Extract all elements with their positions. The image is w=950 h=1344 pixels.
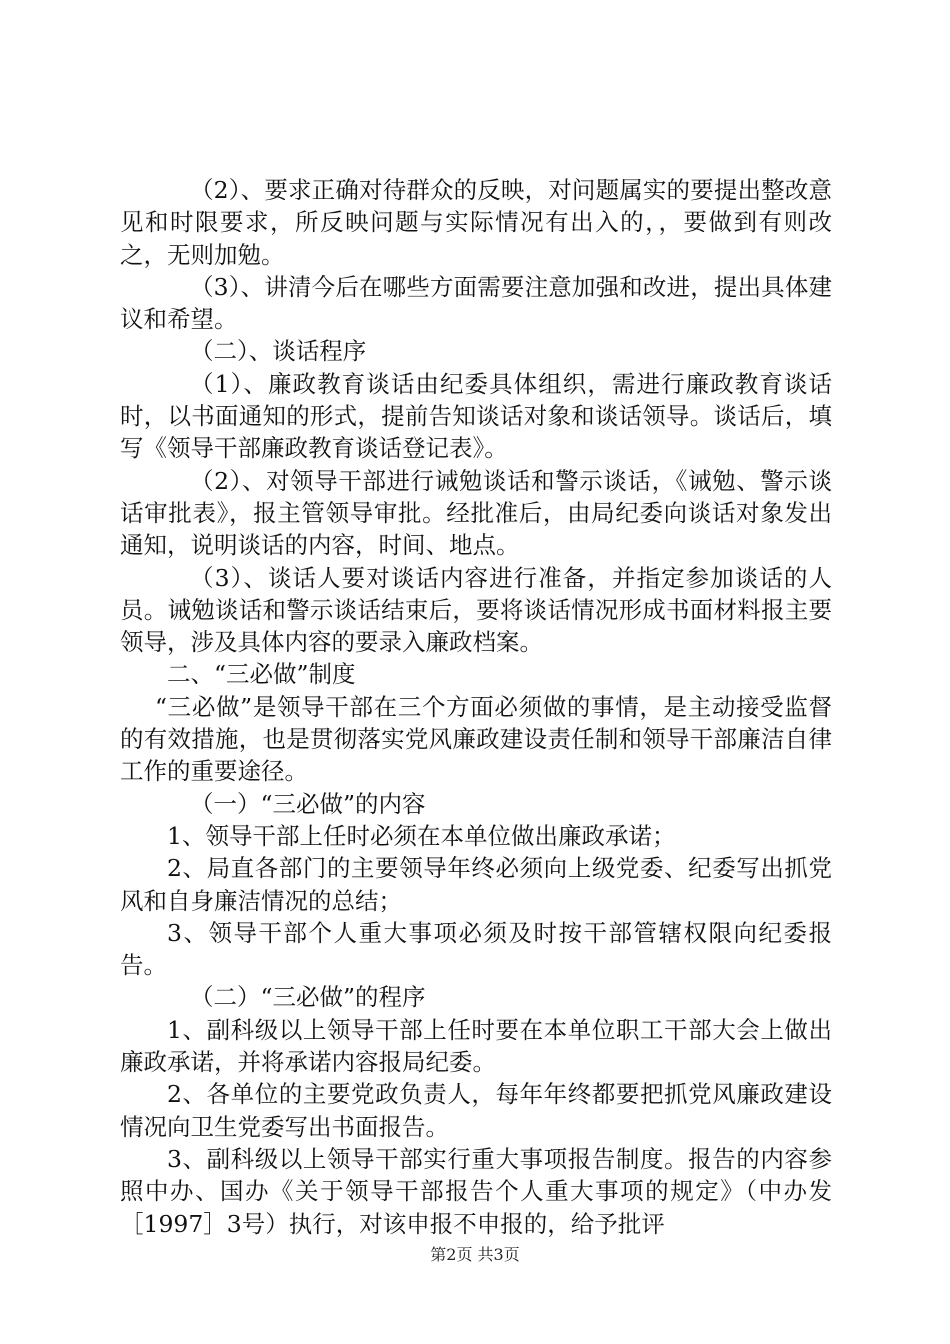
section-heading-three-musts-procedure: （二）“三必做”的程序	[190, 983, 426, 1012]
paragraph-requirement-3: （3）、讲清今后在哪些方面需要注意加强和改进，提出具体建议和希望。	[120, 272, 832, 334]
list-item-procedure-3: 3、副科级以上领导干部实行重大事项报告制度。报告的内容参照中办、国办《关于领导干部报告个人重大事项的规定》（中办发［1997］3号）执行，对该申报不申报的，给予批评	[120, 1144, 832, 1238]
document-body	[120, 174, 832, 1240]
list-item-procedure-1: 1、副科级以上领导干部上任时要在本单位职工干部大会上做出廉政承诺，并将承诺内容报局纪委。	[120, 1015, 832, 1077]
paragraph-procedure-3: （3）、谈话人要对谈话内容进行准备，并指定参加谈话的人员。诫勉谈话和警示谈话结束后，要将谈话情况形成书面材料报主要领导，涉及具体内容的要录入廉政档案。	[120, 563, 832, 657]
list-item-content-1: 1、领导干部上任时必须在本单位做出廉政承诺；	[167, 821, 676, 850]
list-item-content-3: 3、领导干部个人重大事项必须及时按干部管辖权限向纪委报告。	[120, 918, 832, 980]
paragraph-three-musts-intro: “三必做”是领导干部在三个方面必须做的事情，是主动接受监督的有效措施，也是贯彻落实党风廉政建设责任制和领导干部廉洁自律工作的重要途径。	[120, 692, 832, 786]
section-heading-three-musts-content: （一）“三必做”的内容	[190, 789, 426, 818]
paragraph-requirement-2: （2）、要求正确对待群众的反映，对问题属实的要提出整改意见和时限要求，所反映问题与实际情况有出入的，，要做到有则改之，无则加勉。	[120, 176, 832, 269]
section-heading-three-musts: 二、“三必做”制度	[167, 660, 356, 689]
list-item-content-2: 2、局直各部门的主要领导年终必须向上级党委、纪委写出抓党风和自身廉洁情况的总结；	[120, 854, 832, 915]
paragraph-procedure-2: （2）、对领导干部进行诫勉谈话和警示谈话，《诫勉、警示谈话审批表》，报主管领导审批。经批准后，由局纪委向谈话对象发出通知，说明谈话的内容，时间、地点。	[120, 466, 832, 560]
paragraph-procedure-1: （1）、廉政教育谈话由纪委具体组织，需进行廉政教育谈话时，以书面通知的形式，提前告知谈话对象和谈话领导。谈话后，填写《领导干部廉政教育谈话登记表》。	[120, 369, 832, 463]
list-item-procedure-2: 2、各单位的主要党政负责人，每年年终都要把抓党风廉政建设情况向卫生党委写出书面报告。	[120, 1080, 832, 1141]
page-footer: 第2页 共3页	[430, 1245, 520, 1264]
section-heading-talk-procedure: （二）、谈话程序	[190, 337, 367, 366]
